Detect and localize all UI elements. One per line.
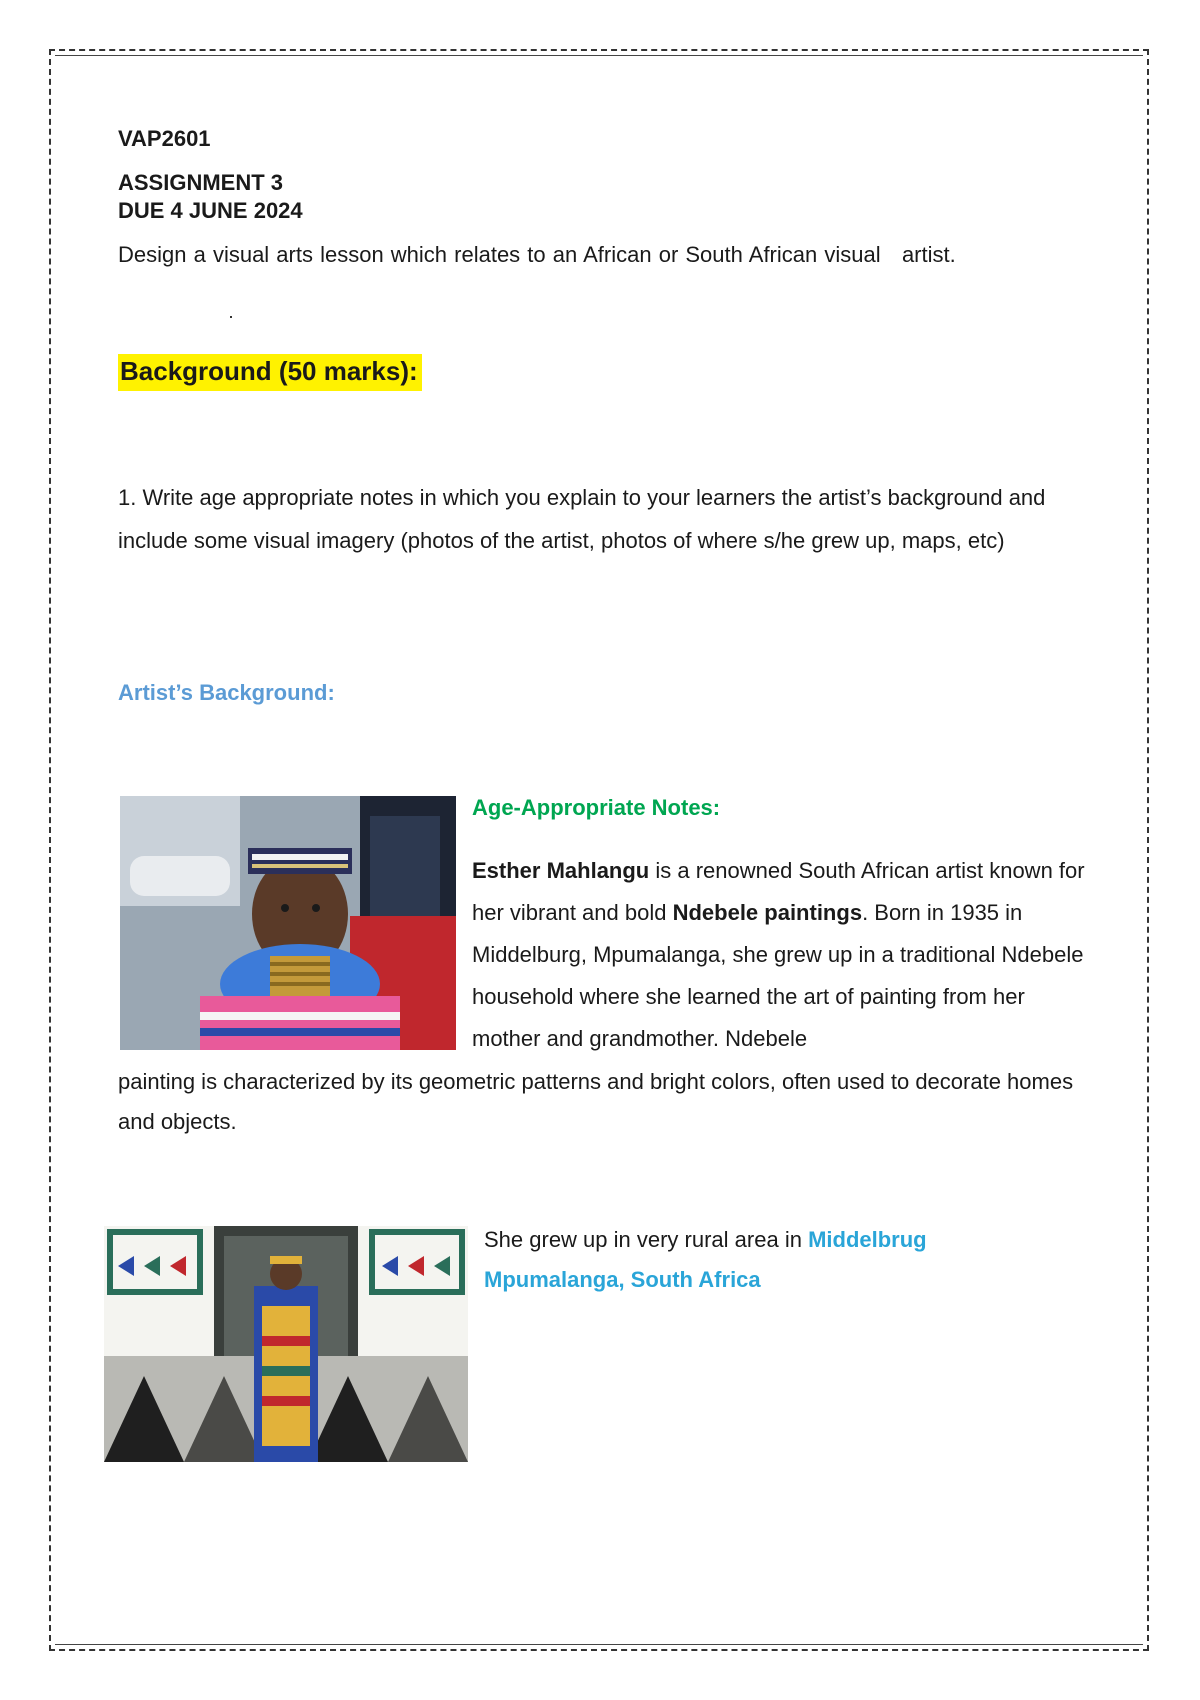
ndebele-house-illustration — [104, 1226, 468, 1462]
notes-paragraph — [472, 850, 1092, 1060]
artist-name: Esther Mahlangu — [472, 858, 650, 883]
section-heading: Background (50 marks): — [118, 354, 422, 391]
upbringing-paragraph — [484, 1220, 1084, 1300]
place-middelburg: Middelbrug — [808, 1227, 927, 1252]
due-date: DUE 4 JUNE 2024 — [118, 198, 303, 223]
assignment-title: ASSIGNMENT 3 — [118, 170, 284, 195]
artist-portrait-illustration — [120, 796, 456, 1050]
ndebele-house-photo — [104, 1226, 468, 1462]
notes-heading: Age-Appropriate Notes: — [472, 795, 721, 820]
artist-portrait-photo — [120, 796, 456, 1050]
stray-dot — [230, 316, 232, 318]
course-code: VAP2601 — [118, 126, 211, 151]
upbringing-text: She grew up in very rural area in — [484, 1227, 809, 1252]
place-mpumalanga: Mpumalanga, South Africa — [484, 1267, 761, 1292]
ndebele-paintings-term: Ndebele paintings — [672, 900, 863, 925]
question-1: 1. Write age appropriate notes in which you explain to your learners the artist’s background and include some visual imagery (photos of the artist, photos of where s/he grew up, maps, etc) — [118, 485, 1046, 553]
notes-text-1: is a renowned South African artist known for her vibrant and bold — [472, 858, 1085, 925]
notes-paragraph-continued: painting is characterized by its geometric patterns and bright colors, often used to decorate homes and objects. — [118, 1069, 1074, 1134]
notes-text-2: . Born in 1935 in Middelburg, Mpumalanga, she grew up in a traditional Ndebele household where she learned the art of painting from her mother and grandmother. Ndebele — [472, 900, 1084, 1051]
artist-background-heading: Artist’s Background: — [118, 680, 335, 705]
task-description: Design a visual arts lesson which relates to an African or South African visual artist. — [118, 242, 956, 267]
